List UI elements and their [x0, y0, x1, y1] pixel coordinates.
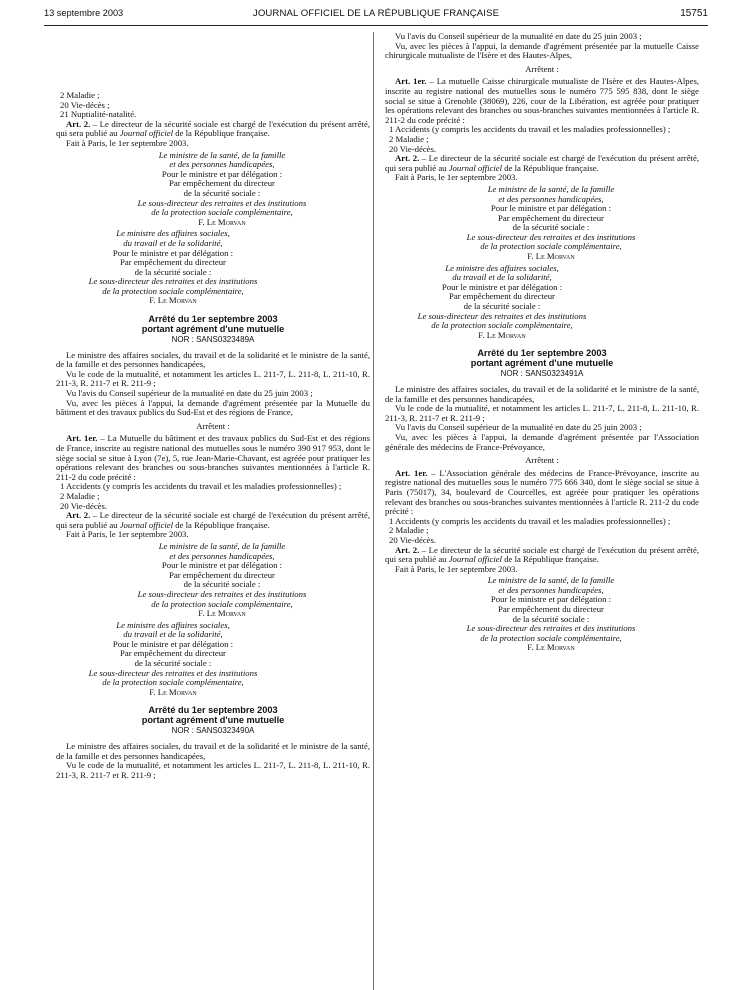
text-line: de la protection sociale complémentaire, — [102, 285, 244, 296]
nor-reference: NOR : SANS0323491A — [500, 369, 584, 379]
text-line: – L'Association générale des médecins de France-Prévoyance, inscrite au registre national des mutuelles sous le numéro 775 666 340, dont le siège social se situe à Paris (75017), 34, boulevard de Courcelles, est agréée pour pratiquer les opérations relevant des branches ou sous-branches suivantes mentionnées à l'article R. 211-2 du code précité : — [385, 467, 699, 517]
text-line: de la protection sociale complémentaire, — [431, 320, 573, 331]
text-line: de la République française. — [173, 519, 270, 530]
text-line: Pour le ministre et par délégation : — [161, 560, 283, 571]
text-line: de la sécurité sociale : — [183, 579, 261, 590]
text-line: – Le directeur de la sécurité sociale est chargé de l'exécution du présent arrêté, qui sera publié au — [385, 153, 699, 173]
text-line: Le ministre de la santé, de la famille — [158, 149, 286, 160]
text-line: Le ministre des affaires sociales, — [116, 228, 230, 239]
fait-line: Fait à Paris, le 1er septembre 2003. — [66, 529, 189, 540]
list-item: 20 Vie-décès. — [389, 143, 437, 154]
paragraph: Vu l'avis du Conseil supérieur de la mutualité en date du 25 juin 2003 ; — [395, 422, 642, 433]
article-2 — [56, 120, 370, 139]
arretent: Arrêtent : — [525, 63, 559, 74]
text-line: Le ministre de la santé, de la famille — [487, 183, 615, 194]
signature-block — [56, 229, 370, 306]
paragraph: Vu, avec les pièces à l'appui, la demande d'agrément présentée par la Mutuelle du bâtiment et des travaux publics du Sud-Est et des régions de France, — [56, 397, 370, 418]
text-line: F. Le Morvan — [149, 295, 197, 306]
paragraph: Vu l'avis du Conseil supérieur de la mutualité en date du 25 juin 2003 ; — [66, 388, 313, 399]
text-line: Pour le ministre et par délégation : — [112, 247, 234, 258]
text-line: du travail et de la solidarité, — [123, 237, 223, 248]
text-line: de la sécurité sociale : — [512, 222, 590, 233]
text-line: Pour le ministre et par délégation : — [112, 638, 234, 649]
paragraph: Vu, avec les pièces à l'appui, la demande d'agrément présentée par la mutuelle Caisse chirurgicale mutualiste de l'Isère et des Hautes-Alpes, — [385, 40, 699, 61]
arrete-title — [56, 705, 370, 725]
signature-block — [56, 621, 370, 698]
signature-block — [56, 542, 370, 619]
paragraph: Le ministre des affaires sociales, du travail et de la solidarité et le ministre de la santé, de la famille et des personnes handicapées, — [56, 349, 370, 370]
text-line: Pour le ministre et par délégation : — [490, 594, 612, 605]
header-date: 13 septembre 2003 — [44, 8, 124, 18]
text-line: portant agrément d'une mutuelle — [141, 324, 285, 335]
list-item: 2 Maladie ; — [389, 525, 429, 536]
text-line: de la sécurité sociale : — [463, 301, 541, 312]
text-line: de la sécurité sociale : — [512, 613, 590, 624]
text-line: Pour le ministre et par délégation : — [490, 203, 612, 214]
header-rule — [44, 25, 708, 26]
article-2 — [56, 511, 370, 530]
text-line: Le sous-directeur des retraites et des institutions — [137, 588, 307, 599]
text-line: et des personnes handicapées, — [498, 193, 604, 204]
text-line: Art. 2. — [66, 118, 91, 129]
text-line: Le ministre de la santé, de la famille — [487, 575, 615, 586]
text-line: du travail et de la solidarité, — [452, 272, 552, 283]
text-line: F. Le Morvan — [198, 216, 246, 227]
text-line: F. Le Morvan — [478, 329, 526, 340]
text-line: Pour le ministre et par délégation : — [441, 281, 563, 292]
column-divider — [373, 32, 374, 990]
text-line: Par empêchement du directeur — [449, 291, 555, 302]
text-line: Le sous-directeur des retraites et des institutions — [88, 276, 258, 287]
text-line: Le ministre de la santé, de la famille — [158, 540, 286, 551]
list-item: 20 Vie-décès. — [60, 500, 108, 511]
paragraph: Vu le code de la mutualité, et notamment les articles L. 211-7, L. 211-8, L. 211-10, R. 211-3, R. 211-7 et R. 211-9 ; — [385, 403, 699, 423]
list-item: 1 Accidents (y compris les accidents du travail et les maladies professionnelles) ; — [389, 124, 671, 135]
text-line: de la République française. — [502, 554, 599, 565]
list-item: 2 Maladie ; — [60, 90, 100, 100]
text-line: portant agrément d'une mutuelle — [470, 358, 614, 369]
text-line: – La mutuelle Caisse chirurgicale mutualiste de l'Isère et des Hautes-Alpes, inscrite au registre national des mutuelles sous le numéro 775 595 838, dont le siège social se situe à Grenoble (38069), 226, cour de la Libération, est agréée pour pratiquer les opérations relevant des branches ou sous-branches suivantes mentionnées à l'article R. 211-2 du code précité : — [385, 76, 700, 125]
text-line: Art. 1er. — [395, 467, 428, 478]
nor-reference: NOR : SANS0323489A — [171, 335, 255, 345]
arrete-title — [56, 314, 370, 334]
text-line: Journal officiel — [119, 519, 174, 530]
list-item: 1 Accidents (y compris les accidents du travail et les maladies professionnelles) ; — [60, 481, 342, 492]
text-line: et des personnes handicapées, — [498, 584, 604, 595]
text-line: Arrêté du 1er septembre 2003 — [148, 705, 278, 716]
article-1 — [385, 77, 699, 125]
right-column — [385, 31, 700, 653]
list-item: 2 Maladie ; — [60, 490, 100, 501]
list-item: 1 Accidents (y compris les accidents du travail et les maladies professionnelles) ; — [389, 515, 671, 526]
text-line: Art. 1er. — [66, 433, 98, 444]
signature-block — [56, 151, 370, 228]
text-line: F. Le Morvan — [198, 608, 246, 619]
text-line: Le ministre des affaires sociales, — [116, 619, 230, 630]
text-line: de la sécurité sociale : — [134, 266, 212, 277]
nor-reference: NOR : SANS0323490A — [171, 726, 255, 736]
signature-block — [385, 576, 699, 653]
right-column-content — [385, 32, 699, 653]
text-line: Par empêchement du directeur — [169, 569, 275, 580]
text-line: Par empêchement du directeur — [120, 648, 226, 659]
arrete-title — [385, 348, 699, 368]
paragraph: Le ministre des affaires sociales, du travail et de la solidarité et le ministre de la santé, de la famille et des personnes handicapées, — [385, 384, 699, 404]
article-2 — [385, 154, 699, 173]
text-line: F. Le Morvan — [527, 642, 575, 653]
left-column — [56, 91, 370, 780]
text-line: de la sécurité sociale : — [183, 187, 261, 198]
text-line: Le sous-directeur des retraites et des institutions — [417, 310, 587, 321]
header-page-number: 15751 — [680, 8, 708, 19]
text-line: de la protection sociale complémentaire, — [151, 598, 293, 609]
text-line: – Le directeur de la sécurité sociale est chargé de l'exécution du présent arrêté, qui sera publié au — [56, 510, 370, 530]
text-line: de la République française. — [502, 162, 599, 173]
text-line: et des personnes handicapées, — [169, 159, 275, 170]
paragraph: Vu l'avis du Conseil supérieur de la mutualité en date du 25 juin 2003 ; — [395, 31, 642, 41]
text-line: de la protection sociale complémentaire, — [480, 241, 622, 252]
text-line: portant agrément d'une mutuelle — [141, 715, 285, 726]
text-line: – La Mutuelle du bâtiment et des travaux publics du Sud-Est et des régions de France, inscrite au registre national des mutuelles sous le numéro 390 917 953, dont le siège social se situe à Lyon (7e), 5, rue Jean-Marie-Chavant, est agréée pour pratiquer les opérations relevant des branches ou sous-branches suivantes mentionnées à l'article R. 211-2 du code précité : — [56, 433, 371, 482]
signature-block — [385, 264, 699, 341]
paragraph: Vu le code de la mutualité, et notamment les articles L. 211-7, L. 211-8, L. 211-10, R. 211-3, R. 211-7 et R. 211-9 ; — [56, 368, 370, 389]
text-line: Art. 2. — [395, 544, 420, 555]
list-item: 21 Nuptialité-natalité. — [60, 109, 137, 120]
text-line: – Le directeur de la sécurité sociale est chargé de l'exécution du présent arrêté, qui sera publié au — [56, 118, 370, 139]
text-line: Le sous-directeur des retraites et des institutions — [88, 667, 258, 678]
text-line: Le sous-directeur des retraites et des institutions — [466, 623, 636, 634]
text-line: de la protection sociale complémentaire, — [480, 632, 622, 643]
paragraph: Le ministre des affaires sociales, du travail et de la solidarité et le ministre de la santé, de la famille et des personnes handicapées, — [56, 741, 370, 761]
list-item: 20 Vie-décès. — [389, 534, 437, 545]
list-item: 20 Vie-décès ; — [60, 99, 110, 110]
text-line: Par empêchement du directeur — [498, 212, 604, 223]
text-line: F. Le Morvan — [527, 251, 575, 262]
page-header — [44, 8, 708, 22]
text-line: Arrêté du 1er septembre 2003 — [477, 348, 607, 359]
arretent: Arrêtent : — [525, 455, 559, 466]
text-line: Art. 2. — [66, 510, 91, 521]
text-line: et des personnes handicapées, — [169, 550, 275, 561]
signature-block — [385, 185, 699, 262]
text-line: de la République française. — [173, 128, 270, 139]
text-line: Le sous-directeur des retraites et des institutions — [466, 231, 636, 242]
paragraph: Vu le code de la mutualité, et notamment les articles L. 211-7, L. 211-8, L. 211-10, R. 211-3, R. 211-7 et R. 211-9 ; — [56, 760, 370, 780]
arretent: Arrêtent : — [196, 420, 230, 431]
fait-line: Fait à Paris, le 1er septembre 2003. — [66, 137, 189, 148]
fait-line: Fait à Paris, le 1er septembre 2003. — [395, 563, 518, 574]
text-line: Le ministre des affaires sociales, — [445, 262, 559, 273]
text-line: F. Le Morvan — [149, 686, 197, 697]
list-item: 2 Maladie ; — [389, 133, 429, 144]
text-line: Art. 1er. — [395, 76, 427, 87]
text-line: de la protection sociale complémentaire, — [151, 207, 293, 218]
header-title: JOURNAL OFFICIEL DE LA RÉPUBLIQUE FRANÇAISE — [252, 8, 500, 19]
article-1 — [56, 434, 370, 482]
text-line: Pour le ministre et par délégation : — [161, 168, 283, 179]
fait-line: Fait à Paris, le 1er septembre 2003. — [395, 172, 518, 183]
paragraph: Vu, avec les pièces à l'appui, la demande d'agrément présentée par l'Association générale des médecins de France-Prévoyance, — [385, 431, 699, 452]
text-line: Par empêchement du directeur — [120, 257, 226, 268]
article-2 — [385, 546, 699, 565]
text-line: Journal officiel — [119, 128, 174, 139]
text-line: Le sous-directeur des retraites et des institutions — [137, 197, 307, 208]
text-line: Arrêté du 1er septembre 2003 — [148, 314, 278, 325]
article-1 — [385, 469, 699, 517]
text-line: Journal officiel — [448, 554, 503, 565]
text-line: Par empêchement du directeur — [498, 604, 604, 615]
text-line: – Le directeur de la sécurité sociale est chargé de l'exécution du présent arrêté, qui sera publié au — [385, 544, 699, 565]
text-line: du travail et de la solidarité, — [123, 629, 223, 640]
text-line: Par empêchement du directeur — [169, 178, 275, 189]
text-line: Journal officiel — [448, 162, 503, 173]
text-line: de la sécurité sociale : — [134, 658, 212, 669]
text-line: Art. 2. — [395, 153, 420, 164]
text-line: de la protection sociale complémentaire, — [102, 677, 244, 688]
